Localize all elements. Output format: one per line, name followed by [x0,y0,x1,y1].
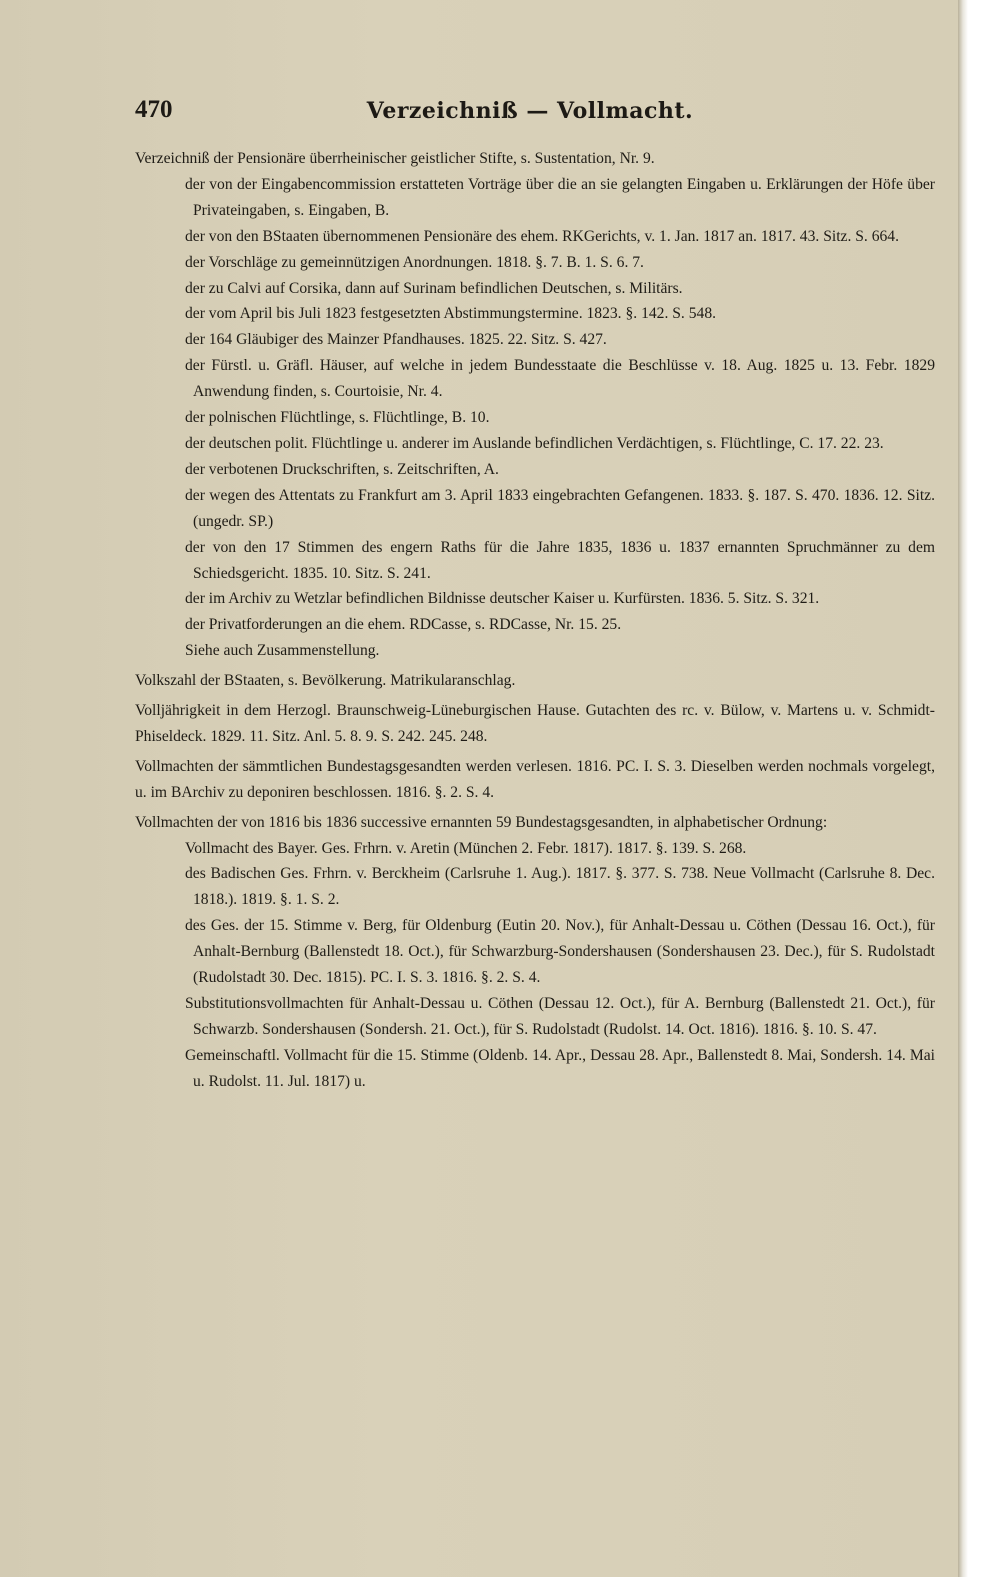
entry-subline: der von der Eingabencommission erstatteten Vorträge über die an sie gelangten Eingaben u. Erklärungen der Höfe über Privateingaben, s. Eingaben, B. [185,175,935,219]
entry-headline: Vollmachten der sämmtlichen Bundestagsgesandten werden verlesen. 1816. PC. I. S. 3. Dieselben werden nochmals vorgelegt, u. im BArchiv zu deponiren beschlossen. 1816. §. 2. S. 4. [135,757,935,801]
page-number: 470 [135,96,173,123]
entry-subline: der Fürstl. u. Gräfl. Häuser, auf welche in jedem Bundesstaate die Beschlüsse v. 18. Aug. 1825 u. 13. Febr. 1829 Anwendung finden, s. Courtoisie, Nr. 4. [185,357,935,401]
entry-headline: Vollmachten der von 1816 bis 1836 successive ernannten 59 Bundestagsgesandten, in alphabetischer Ordnung: [135,813,828,831]
entry-subline: der 164 Gläubiger des Mainzer Pfandhauses. 1825. 22. Sitz. S. 427. [185,331,607,349]
entry-subline: der Vorschläge zu gemeinnützigen Anordnungen. 1818. §. 7. B. 1. S. 6. 7. [185,253,644,271]
entry-subline: Gemeinschaftl. Vollmacht für die 15. Stimme (Oldenb. 14. Apr., Dessau 28. Apr., Ballenstedt 8. Mai, Sondersh. 14. Mai u. Rudolst. 11. Jul. 1817) u. [185,1046,935,1090]
entry-subline: der von den BStaaten übernommenen Pensionäre des ehem. RKGerichts, v. 1. Jan. 1817 an. 1817. 43. Sitz. S. 664. [185,227,900,245]
entry-subline: der im Archiv zu Wetzlar befindlichen Bildnisse deutscher Kaiser u. Kurfürsten. 1836. 5. Sitz. S. 321. [185,590,820,608]
entry-subline: Substitutionsvollmachten für Anhalt-Dessau u. Cöthen (Dessau 12. Oct.), für A. Bernburg (Ballenstedt 21. Oct.), für Schwarzb. Sondershausen (Sondersh. 21. Oct.), für S. Rudolstadt (Rudolst. 14. Oct. 1816). 1816. §. 10. S. 47. [185,995,935,1038]
entry-subline: der von den 17 Stimmen des engern Raths für die Jahre 1835, 1836 u. 1837 ernannten Spruchmänner zu dem Schiedsgericht. 1835. 10. Sitz. S. 241. [185,538,935,582]
entry-subline: der vom April bis Juli 1823 festgesetzten Abstimmungstermine. 1823. §. 142. S. 548. [185,305,717,323]
entry-headline: Volkszahl der BStaaten, s. Bevölkerung. Matrikularanschlag. [135,672,516,690]
index-body [135,146,935,1099]
entry-subline: des Ges. der 15. Stimme v. Berg, für Oldenburg (Eutin 20. Nov.), für Anhalt-Dessau u. Cöthen (Dessau 16. Oct.), für Anhalt-Bernburg (Ballenstedt 18. Oct.), für Schwarzburg-Sondershausen (Sondershausen 23. Dec.), für S. Rudolstadt (Rudolstadt 30. Dec. 1815). PC. I. S. 3. 1816. §. 2. S. 4. [185,917,935,987]
index-entry-vollmachten-verlesen [135,754,935,806]
entry-subline: der verbotenen Druckschriften, s. Zeitschriften, A. [185,460,499,478]
entry-subline: der deutschen polit. Flüchtlinge u. anderer im Auslande befindlichen Verdächtigen, s. Flüchtlinge, C. 17. 22. 23. [185,434,884,452]
entry-subline: Vollmacht des Bayer. Ges. Frhrn. v. Aretin (München 2. Febr. 1817). 1817. §. 139. S. 268. [185,839,747,857]
entry-headline: Verzeichniß der Pensionäre überrheinischer geistlicher Stifte, s. Sustentation, Nr. 9. [135,150,655,167]
entry-subline: der wegen des Attentats zu Frankfurt am 3. April 1833 eingebrachten Gefangenen. 1833. §. 187. S. 470. 1836. 12. Sitz. (ungedr. SP.) [185,486,935,530]
running-head: Verzeichniß — Vollmacht. [366,98,694,124]
entry-subline: der Privatforderungen an die ehem. RDCasse, s. RDCasse, Nr. 15. 25. [185,616,622,634]
page-header [135,96,925,130]
entry-subline: der polnischen Flüchtlinge, s. Flüchtlinge, B. 10. [185,409,490,427]
entry-subline: des Badischen Ges. Frhrn. v. Berckheim (Carlsruhe 1. Aug.). 1817. §. 377. S. 738. Neue Vollmacht (Carlsruhe 8. Dec. 1818.). 1819. §. 1. S. 2. [185,865,935,909]
index-entry-verzeichnis [135,146,935,664]
page-edge [958,0,968,1577]
entry-subline: der zu Calvi auf Corsika, dann auf Surinam befindlichen Deutschen, s. Militärs. [185,279,683,297]
index-entry-volljaehrigkeit [135,698,935,750]
entry-headline: Volljährigkeit in dem Herzogl. Braunschweig-Lüneburgischen Hause. Gutachten des rc. v. Bülow, v. Martens u. v. Schmidt-Phiseldeck. 1829. 11. Sitz. Anl. 5. 8. 9. S. 242. 245. 248. [135,702,935,745]
index-entry-volkszahl [135,668,935,694]
entry-see-also: Siehe auch Zusammenstellung. [185,642,380,660]
index-entry-vollmachten-liste [135,810,935,1095]
